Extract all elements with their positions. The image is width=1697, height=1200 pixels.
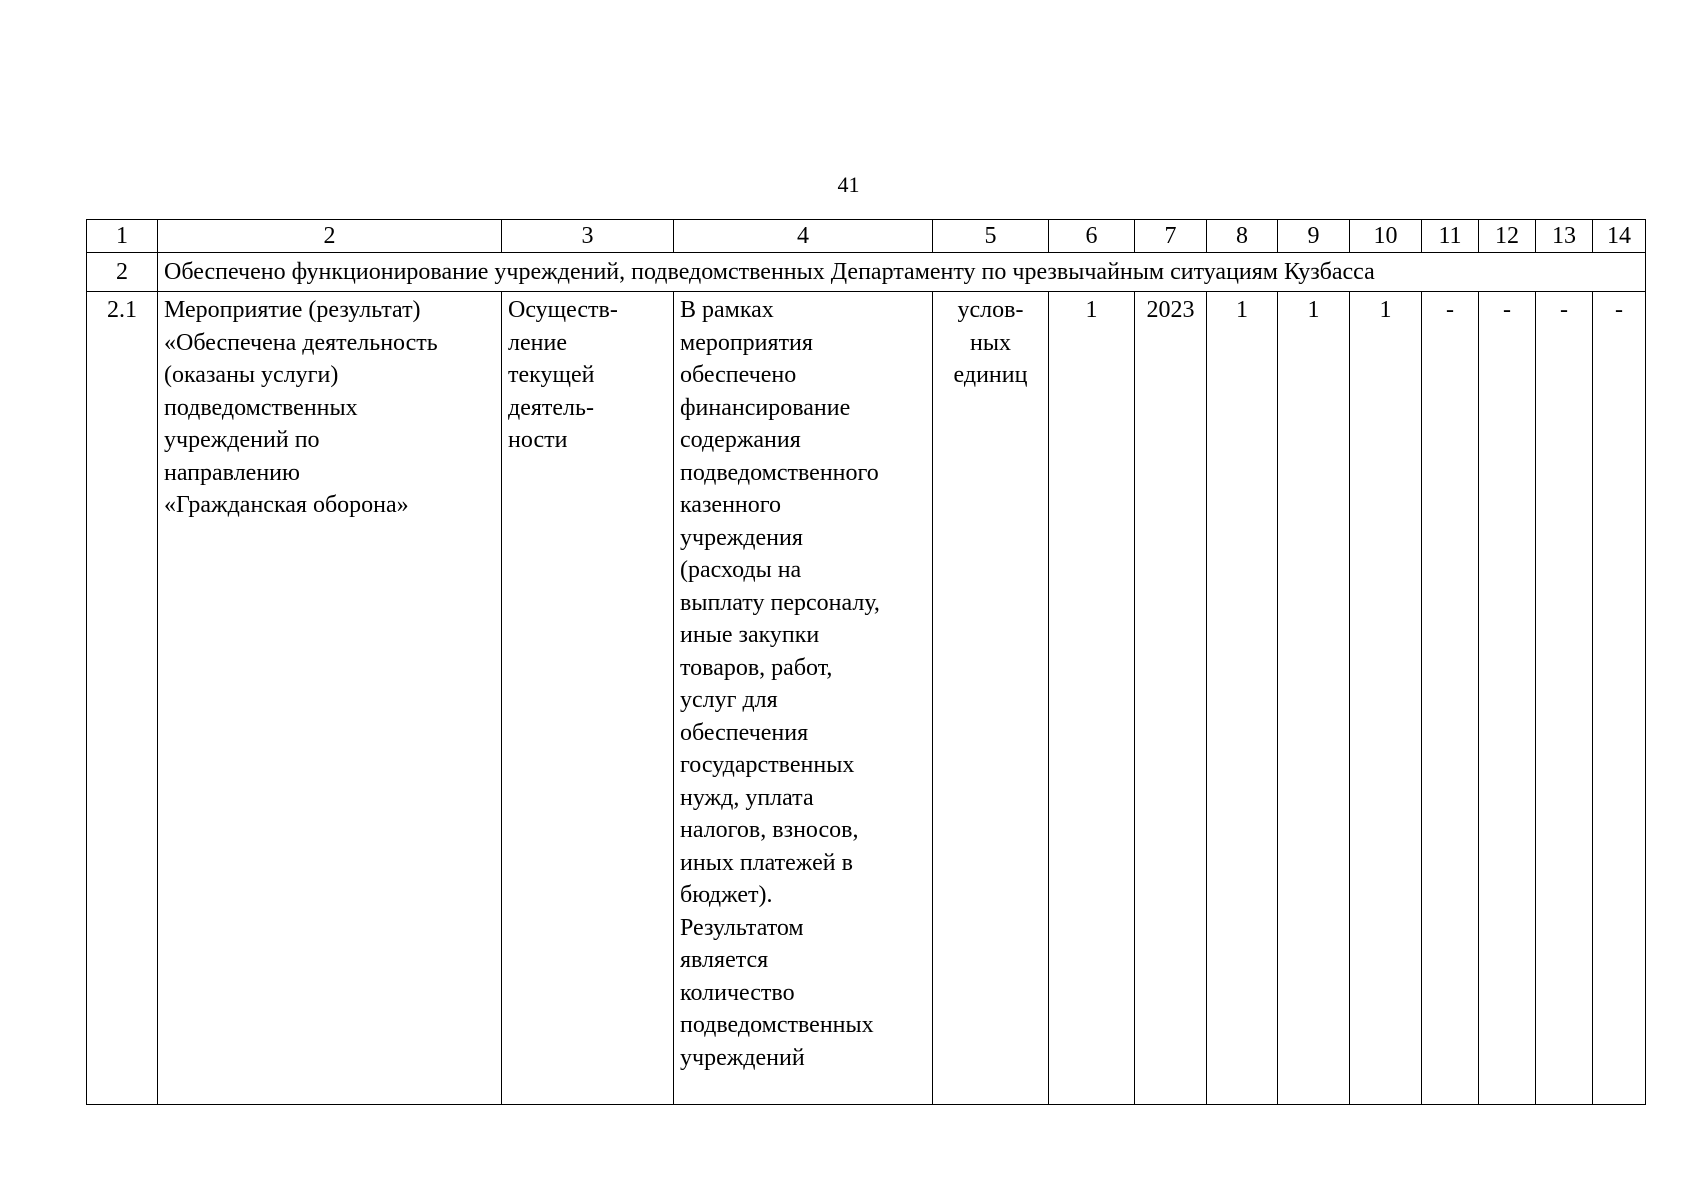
column-number: 10 bbox=[1350, 220, 1422, 253]
column-number: 4 bbox=[674, 220, 933, 253]
row-base-value: 1 bbox=[1049, 292, 1135, 1105]
column-number: 12 bbox=[1479, 220, 1536, 253]
section-number: 2 bbox=[87, 253, 158, 292]
page-number: 41 bbox=[837, 172, 860, 197]
column-number: 14 bbox=[1593, 220, 1646, 253]
row-number: 2.1 bbox=[87, 292, 158, 1105]
column-number: 11 bbox=[1422, 220, 1479, 253]
column-number-row bbox=[87, 220, 1646, 253]
row-description: В рамках мероприятия обеспечено финансирование содержания подведомственного казенного учреждения (расходы на выплату персоналу, иные закупки товаров, работ, услуг для обеспечения государственных нужд, уплата налогов, взносов, иных платежей в бюджет). Результатом является количество подведомственных учреждений bbox=[674, 292, 933, 1105]
column-number: 9 bbox=[1278, 220, 1350, 253]
indicator-table bbox=[86, 219, 1646, 1105]
section-title: Обеспечено функционирование учреждений, подведомственных Департаменту по чрезвычайным ситуациям Кузбасса bbox=[158, 253, 1646, 292]
row-type: Осуществ- ление текущей деятель- ности bbox=[502, 292, 674, 1105]
row-value-14: - bbox=[1593, 292, 1646, 1105]
row-unit: услов- ных единиц bbox=[933, 292, 1049, 1105]
column-number: 1 bbox=[87, 220, 158, 253]
row-value-8: 1 bbox=[1207, 292, 1278, 1105]
row-value-10: 1 bbox=[1350, 292, 1422, 1105]
column-number: 5 bbox=[933, 220, 1049, 253]
row-value-13: - bbox=[1536, 292, 1593, 1105]
row-name: Мероприятие (результат) «Обеспечена деятельность (оказаны услуги) подведомственных учреждений по направлению «Гражданская оборона» bbox=[158, 292, 502, 1105]
section-row bbox=[87, 253, 1646, 292]
row-value-12: - bbox=[1479, 292, 1536, 1105]
column-number: 6 bbox=[1049, 220, 1135, 253]
row-base-year: 2023 bbox=[1135, 292, 1207, 1105]
column-number: 2 bbox=[158, 220, 502, 253]
column-number: 13 bbox=[1536, 220, 1593, 253]
column-number: 8 bbox=[1207, 220, 1278, 253]
column-number: 3 bbox=[502, 220, 674, 253]
column-number: 7 bbox=[1135, 220, 1207, 253]
row-value-11: - bbox=[1422, 292, 1479, 1105]
table-row bbox=[87, 292, 1646, 1105]
row-value-9: 1 bbox=[1278, 292, 1350, 1105]
